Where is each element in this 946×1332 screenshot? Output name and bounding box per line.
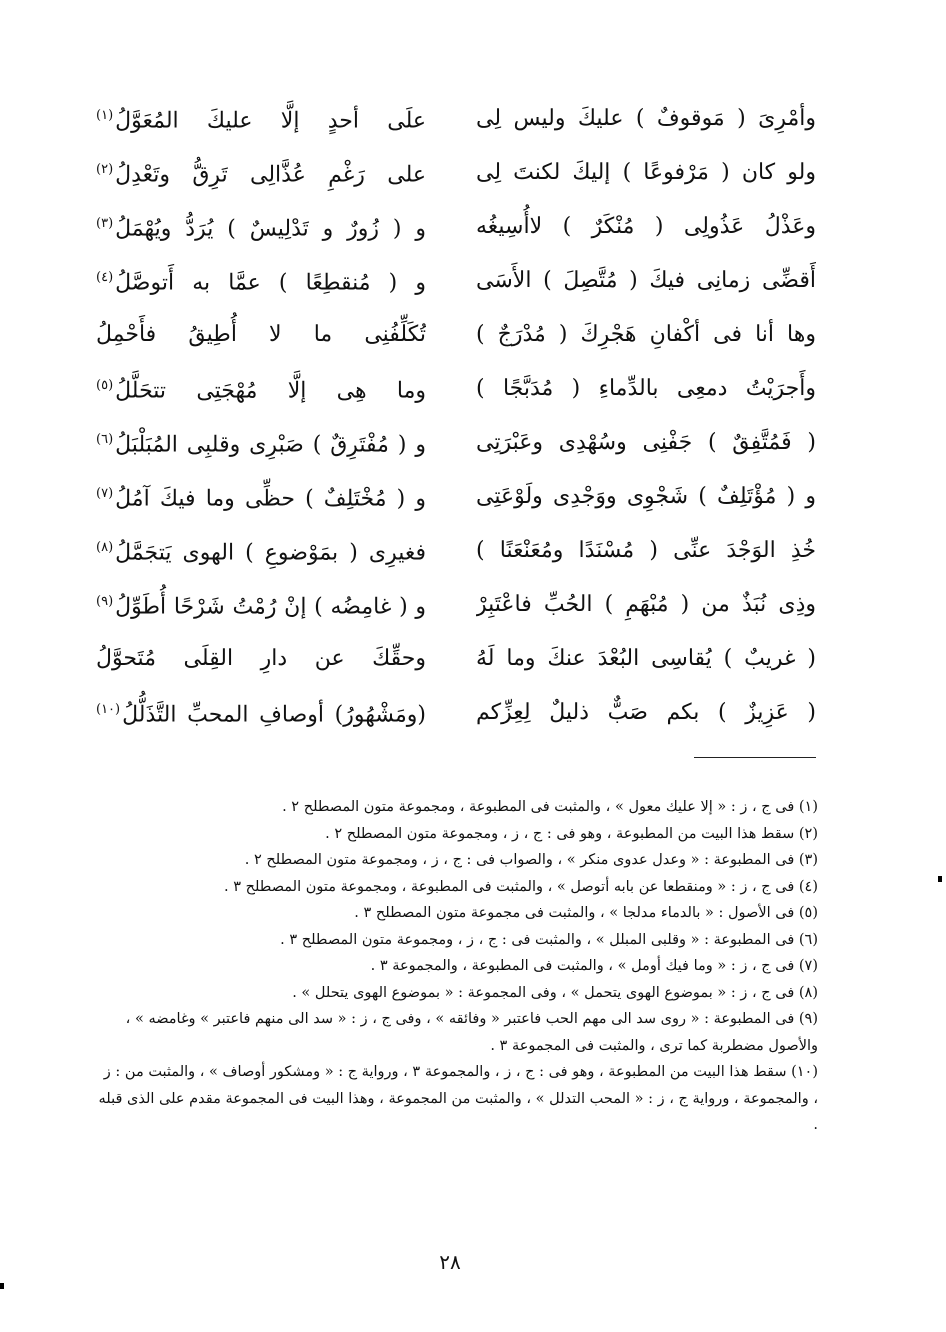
verse-line (96, 416, 816, 470)
verse-second-hemistich: و ( غامِضُه ) إنْ رُمْتُ شَرْحًا أُطَوِّلُ (115, 594, 426, 620)
verse-line (96, 470, 816, 524)
footnote: (١) فى ج ، ز : « إلا عليك معول » ، والمثبت فى المطبوعة ، ومجموعة متون المصطلح ٢ . (282, 799, 818, 815)
footnote-marker: (٢) (96, 162, 114, 178)
footnotes (96, 794, 818, 1139)
footnote-marker: (٥) (96, 378, 114, 394)
footnote-marker: (١) (96, 108, 114, 124)
footnote: (٤) فى ج ، ز : « ومنقطعا عن بابه أتوصل » ، والمثبت فى المطبوعة ، ومجموعة متون المصطلح ٣ . (224, 878, 818, 895)
verse-second-hemistich-wrap (96, 89, 426, 148)
verse-line (96, 524, 816, 578)
footnote: (٥) فى الأصول : « بالدماء مدلجا » ، والمثبت فى مجموعة متون المصطلح ٣ . (354, 905, 818, 921)
verse-line (96, 578, 816, 632)
verse-second-hemistich-wrap (96, 359, 426, 418)
verse-second-hemistich-wrap (96, 467, 426, 526)
verse-second-hemistich: و ( مُنقطِعًا ) عمَّا به أَتوصَّلُ (115, 270, 426, 296)
verse-second-hemistich: علَى أحدٍ إلَّا عليكَ المُعَوَّلُ (115, 108, 426, 134)
verse-second-hemistich-wrap (96, 632, 426, 686)
verse-first-hemistich: وأمْرِىَ ( مَوقوفٌ ) عليكَ وليس لِى (476, 106, 816, 131)
footnote: (٩) فى المطبوعة : « روى سد الى مهم الحب فاعتبر « وفائقه » ، وفى ج ، ز : « سد الى منهم فاعتبر » وغامضه » ، والأصول مضطربة كما ترى ، والمثبت فى المجموعة ٣ . (125, 1011, 818, 1054)
verse-first-hemistich: وأَجرَيْتُ دمعِى بالدِّماءِ ( مُدَبَّجًا ) (476, 376, 816, 401)
verse-second-hemistich: و ( زُورٌ و تَدْلِيسٌ ) يُرَدُّ ويُهْمَلُ (115, 216, 426, 242)
footnote-marker: (٨) (96, 540, 114, 556)
scan-speck (938, 876, 942, 882)
verse-second-hemistich: على رَغْمِ عُذَّالِى تَرِقُّ وتَعْدِلُ (115, 162, 426, 188)
verse-second-hemistich-wrap (96, 197, 426, 256)
verse-line (96, 686, 816, 740)
footnote-marker: (٣) (96, 216, 114, 232)
scan-speck (0, 1283, 4, 1289)
verse-second-hemistich: و ( مُفْتَرِقٌ ) صَبْرِى وقلبِى المُبَلْبَلُ (115, 432, 426, 458)
verse-line (96, 308, 816, 362)
verse-second-hemistich: و ( مُخْتَلِفٌ ) حظِّى وما فيكَ آمُلُ (115, 486, 426, 512)
footnote: (٣) فى المطبوعة : « وعدل عدوى منكر » ، والصواب فى : ج ، ز ، ومجموعة متون المصطلح ٢ . (244, 852, 818, 868)
footnote: (١٠) سقط هذا البيت من المطبوعة ، وهو فى : ج ، ز ، والمجموعة ٣ ، ورواية ج : « ومشكور أوصاف » ، والمثبت من : ز ، والمجموعة ، ورواية ج ، ز : « المحب التدلل » ، والمثبت من المجموعة ، وهذا البيت فى المجموعة مقدم على الذى قبله . (98, 1064, 818, 1133)
verse-line (96, 146, 816, 200)
verse-first-hemistich: خُذِ الوَجْدَ عنِّى ( مُسْنَدًا ومُعَنْعَنًا ) (476, 538, 816, 563)
verse-second-hemistich: (ومَشْهُورُ) أوصافِ المحبِّ التَّذَلُّلُ (122, 702, 426, 728)
verse-first-hemistich: و ( مُؤْتَلِفٌ ) شَجْوِى ووَجْدِى ولَوْعَتِى (476, 484, 816, 509)
verse-line (96, 92, 816, 146)
verse-second-hemistich: وما هِى إلَّا مُهْجَتِى تتحَلَّلُ (115, 378, 426, 404)
verse-second-hemistich: فغيرِى ( بمَوْضوعِ ) الهوى يَتجَمَّلُ (115, 540, 426, 566)
verse-first-hemistich: وعَذْلُ عَذُولِى ( مُنْكَرٌ ) لاأُسِيغُه (476, 214, 816, 239)
verse-first-hemistich: ولو كان ( مَرْفوعًا ) إليكَ لكنتَ لِى (476, 160, 816, 185)
verse-first-hemistich: وذِى نُبَذٌ من ( مُبْهَمِ ) الحُبِّ فاعْتَبِرْ (476, 592, 816, 617)
footnote: (٦) فى المطبوعة : « وقلبى المبلل » ، والمثبت فى : ج ، ز ، ومجموعة متون المصطلح ٣ . (280, 931, 818, 948)
footnote-marker: (١٠) (96, 702, 121, 718)
footnote-marker: (٧) (96, 486, 114, 502)
footnote: (٢) سقط هذا البيت من المطبوعة ، وهو فى : ج ، ز ، ومجموعة متون المصطلح ٢ . (325, 825, 818, 842)
footnote-marker: (٤) (96, 270, 114, 286)
verse-second-hemistich: تُكَلِّفُنِى ما لا أُطِيقُ فأَحْمِلُ (96, 322, 426, 347)
footnote-divider (694, 757, 816, 758)
footnote: (٨) فى ج ، ز : « بموضوع الهوى يتحمل » ، وفى المجموعة : « بموضوع الهوى يتحلل » . (292, 984, 818, 1001)
verse-second-hemistich-wrap (96, 575, 426, 634)
verse-first-hemistich: أَقضِّى زمانِى فيكَ ( مُتَّصِلَ ) الأَسَى (476, 268, 816, 293)
verse-line (96, 254, 816, 308)
verse-second-hemistich-wrap (96, 143, 426, 202)
poem (96, 92, 816, 740)
verse-second-hemistich-wrap (96, 413, 426, 472)
verse-second-hemistich-wrap (96, 683, 426, 742)
verse-line (96, 632, 816, 686)
verse-line (96, 200, 816, 254)
footnote-marker: (٦) (96, 432, 114, 448)
footnote-marker: (٩) (96, 594, 114, 610)
verse-line (96, 362, 816, 416)
verse-first-hemistich: وها أنا فى أكْفانِ هَجْرِكَ ( مُدْرَجٌ ) (476, 322, 816, 347)
verse-first-hemistich: ( فَمُتَّفِقٌ ) جَفْنِى وسُهْدِى وعَبْرَتِى (476, 430, 816, 455)
verse-second-hemistich-wrap (96, 251, 426, 310)
footnote: (٧) فى ج ، ز : « وما فيك أومل » ، والمثبت فى المطبوعة ، والمجموعة ٣ . (370, 958, 818, 974)
verse-second-hemistich-wrap (96, 308, 426, 362)
verse-first-hemistich: ( غريبٌ ) يُقاسِى البُعْدَ عنكَ وما لَهُ (476, 646, 816, 671)
page-number: ٢٨ (439, 1250, 461, 1274)
verse-second-hemistich: وحقِّكَ عن دارِ القِلَى مُتَحوَّلُ (96, 646, 426, 671)
verse-first-hemistich: ( عَزِيزٌ ) بكم صَبٌّ ذليلٌ لِعِزِّكم (476, 700, 816, 725)
verse-second-hemistich-wrap (96, 521, 426, 580)
